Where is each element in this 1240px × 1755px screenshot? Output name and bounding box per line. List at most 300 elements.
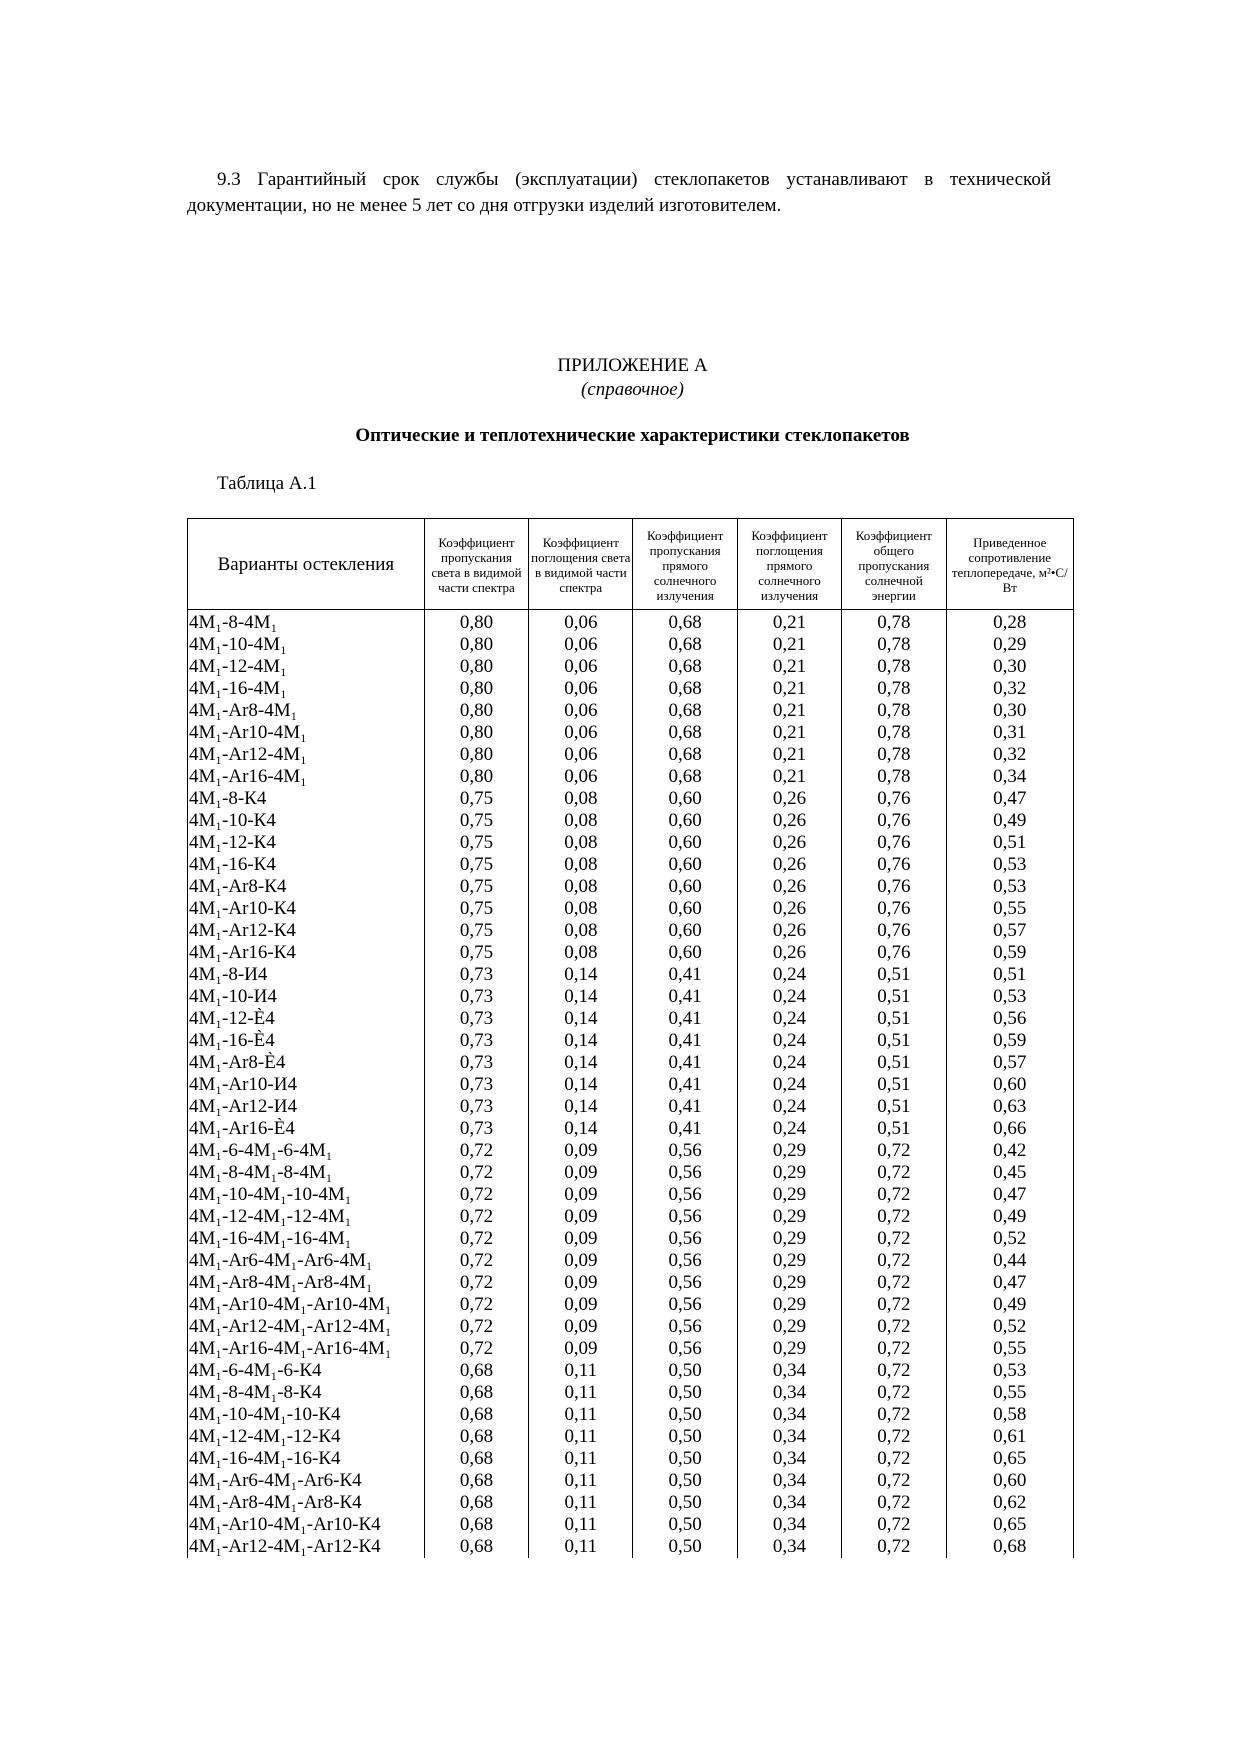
value-cell: 0,14 [529, 1008, 633, 1030]
value-cell: 0,72 [842, 1360, 946, 1382]
value-cell: 0,34 [737, 1360, 841, 1382]
table-row [188, 1338, 1074, 1360]
value-cell: 0,45 [946, 1162, 1073, 1184]
value-cell: 0,06 [529, 656, 633, 678]
table-row [188, 700, 1074, 722]
value-cell: 0,11 [529, 1514, 633, 1536]
value-cell: 0,30 [946, 656, 1073, 678]
value-cell: 0,72 [842, 1492, 946, 1514]
table-row [188, 854, 1074, 876]
value-cell: 0,29 [737, 1272, 841, 1294]
value-cell: 0,29 [737, 1250, 841, 1272]
glazing-variant-cell: 4М₁-10-К4 [188, 810, 425, 832]
value-cell: 0,72 [842, 1184, 946, 1206]
value-cell: 0,78 [842, 722, 946, 744]
value-cell: 0,29 [737, 1338, 841, 1360]
value-cell: 0,34 [737, 1404, 841, 1426]
value-cell: 0,42 [946, 1140, 1073, 1162]
table-row [188, 1382, 1074, 1404]
value-cell: 0,11 [529, 1448, 633, 1470]
column-header: Коэффициент поглощения прямого солнечного излучения [737, 519, 841, 610]
value-cell: 0,68 [633, 610, 737, 635]
value-cell: 0,75 [424, 920, 528, 942]
value-cell: 0,72 [424, 1250, 528, 1272]
value-cell: 0,06 [529, 722, 633, 744]
glazing-variant-cell: 4М₁-Ar12-К4 [188, 920, 425, 942]
table-row [188, 920, 1074, 942]
value-cell: 0,24 [737, 964, 841, 986]
value-cell: 0,21 [737, 700, 841, 722]
value-cell: 0,41 [633, 986, 737, 1008]
value-cell: 0,68 [633, 678, 737, 700]
value-cell: 0,72 [842, 1228, 946, 1250]
value-cell: 0,34 [737, 1536, 841, 1558]
value-cell: 0,68 [424, 1426, 528, 1448]
value-cell: 0,34 [737, 1426, 841, 1448]
value-cell: 0,08 [529, 876, 633, 898]
value-cell: 0,26 [737, 876, 841, 898]
value-cell: 0,06 [529, 744, 633, 766]
glazing-variant-cell: 4М₁-Ar10-4М₁-Ar10-4М₁ [188, 1294, 425, 1316]
value-cell: 0,75 [424, 854, 528, 876]
value-cell: 0,24 [737, 1052, 841, 1074]
value-cell: 0,21 [737, 766, 841, 788]
table-row [188, 832, 1074, 854]
value-cell: 0,56 [633, 1162, 737, 1184]
value-cell: 0,52 [946, 1316, 1073, 1338]
value-cell: 0,26 [737, 832, 841, 854]
table-row [188, 1206, 1074, 1228]
column-header: Коэффициент пропускания света в видимой части спектра [424, 519, 528, 610]
table-row [188, 876, 1074, 898]
value-cell: 0,72 [842, 1426, 946, 1448]
value-cell: 0,29 [737, 1162, 841, 1184]
value-cell: 0,29 [737, 1184, 841, 1206]
value-cell: 0,73 [424, 964, 528, 986]
value-cell: 0,68 [424, 1492, 528, 1514]
value-cell: 0,29 [737, 1140, 841, 1162]
value-cell: 0,11 [529, 1426, 633, 1448]
value-cell: 0,72 [842, 1448, 946, 1470]
table-row [188, 788, 1074, 810]
value-cell: 0,08 [529, 898, 633, 920]
value-cell: 0,24 [737, 1118, 841, 1140]
value-cell: 0,14 [529, 1030, 633, 1052]
value-cell: 0,06 [529, 700, 633, 722]
value-cell: 0,08 [529, 942, 633, 964]
value-cell: 0,56 [633, 1206, 737, 1228]
value-cell: 0,21 [737, 744, 841, 766]
table-body [188, 610, 1074, 1559]
value-cell: 0,56 [946, 1008, 1073, 1030]
value-cell: 0,52 [946, 1228, 1073, 1250]
glazing-variant-cell: 4М₁-Ar10-И4 [188, 1074, 425, 1096]
value-cell: 0,09 [529, 1316, 633, 1338]
column-header: Коэффициент поглощения света в видимой части спектра [529, 519, 633, 610]
table-row [188, 766, 1074, 788]
glazing-variant-cell: 4М₁-8-4М₁-8-4М₁ [188, 1162, 425, 1184]
table-row [188, 1030, 1074, 1052]
value-cell: 0,68 [424, 1536, 528, 1558]
value-cell: 0,41 [633, 1008, 737, 1030]
value-cell: 0,76 [842, 898, 946, 920]
value-cell: 0,11 [529, 1382, 633, 1404]
glazing-variant-cell: 4М₁-Ar12-И4 [188, 1096, 425, 1118]
value-cell: 0,75 [424, 898, 528, 920]
value-cell: 0,53 [946, 1360, 1073, 1382]
value-cell: 0,29 [737, 1294, 841, 1316]
value-cell: 0,34 [737, 1470, 841, 1492]
value-cell: 0,41 [633, 1096, 737, 1118]
value-cell: 0,50 [633, 1492, 737, 1514]
glazing-variant-cell: 4М₁-8-И4 [188, 964, 425, 986]
value-cell: 0,68 [946, 1536, 1073, 1558]
table-row [188, 1404, 1074, 1426]
column-header: Коэффициент пропускания прямого солнечного излучения [633, 519, 737, 610]
column-header: Приведенное сопротивление теплопередаче, м²•С/Вт [946, 519, 1073, 610]
value-cell: 0,72 [842, 1338, 946, 1360]
value-cell: 0,53 [946, 854, 1073, 876]
table-row [188, 1184, 1074, 1206]
value-cell: 0,72 [842, 1316, 946, 1338]
value-cell: 0,68 [424, 1382, 528, 1404]
value-cell: 0,75 [424, 810, 528, 832]
value-cell: 0,68 [633, 656, 737, 678]
value-cell: 0,75 [424, 942, 528, 964]
table-row [188, 898, 1074, 920]
value-cell: 0,47 [946, 1272, 1073, 1294]
table-row [188, 678, 1074, 700]
glazing-variant-cell: 4М₁-6-4М₁-6-4М₁ [188, 1140, 425, 1162]
glazing-variant-cell: 4М₁-Ar10-К4 [188, 898, 425, 920]
value-cell: 0,11 [529, 1536, 633, 1558]
glazing-variant-cell: 4М₁-10-4М₁-10-4М₁ [188, 1184, 425, 1206]
table-row [188, 744, 1074, 766]
value-cell: 0,31 [946, 722, 1073, 744]
value-cell: 0,75 [424, 788, 528, 810]
value-cell: 0,14 [529, 1074, 633, 1096]
glazing-variant-cell: 4М₁-Ar16-È4 [188, 1118, 425, 1140]
value-cell: 0,68 [633, 744, 737, 766]
value-cell: 0,60 [633, 854, 737, 876]
glazing-variant-cell: 4М₁-Ar12-4М₁ [188, 744, 425, 766]
value-cell: 0,80 [424, 610, 528, 635]
value-cell: 0,68 [633, 700, 737, 722]
value-cell: 0,75 [424, 832, 528, 854]
value-cell: 0,14 [529, 964, 633, 986]
value-cell: 0,06 [529, 678, 633, 700]
table-header-row [188, 519, 1074, 610]
value-cell: 0,56 [633, 1338, 737, 1360]
value-cell: 0,53 [946, 876, 1073, 898]
value-cell: 0,51 [842, 1030, 946, 1052]
value-cell: 0,30 [946, 700, 1073, 722]
value-cell: 0,62 [946, 1492, 1073, 1514]
column-header: Коэффициент общего пропускания солнечной энергии [842, 519, 946, 610]
glazing-variant-cell: 4М₁-Ar12-4М₁-Ar12-4М₁ [188, 1316, 425, 1338]
table-row [188, 1272, 1074, 1294]
value-cell: 0,55 [946, 1382, 1073, 1404]
value-cell: 0,60 [633, 942, 737, 964]
value-cell: 0,80 [424, 700, 528, 722]
value-cell: 0,11 [529, 1470, 633, 1492]
value-cell: 0,72 [424, 1228, 528, 1250]
value-cell: 0,76 [842, 810, 946, 832]
glazing-variant-cell: 4М₁-Ar10-4М₁-Ar10-К4 [188, 1514, 425, 1536]
value-cell: 0,26 [737, 788, 841, 810]
glazing-variant-cell: 4М₁-10-И4 [188, 986, 425, 1008]
value-cell: 0,68 [424, 1404, 528, 1426]
value-cell: 0,21 [737, 678, 841, 700]
value-cell: 0,72 [842, 1206, 946, 1228]
value-cell: 0,26 [737, 898, 841, 920]
value-cell: 0,11 [529, 1404, 633, 1426]
value-cell: 0,68 [633, 722, 737, 744]
value-cell: 0,80 [424, 766, 528, 788]
value-cell: 0,29 [737, 1316, 841, 1338]
value-cell: 0,56 [633, 1228, 737, 1250]
value-cell: 0,72 [842, 1140, 946, 1162]
value-cell: 0,51 [842, 1052, 946, 1074]
value-cell: 0,41 [633, 1074, 737, 1096]
value-cell: 0,09 [529, 1228, 633, 1250]
value-cell: 0,49 [946, 1206, 1073, 1228]
value-cell: 0,60 [633, 810, 737, 832]
glazing-variant-cell: 4М₁-8-К4 [188, 788, 425, 810]
table-row [188, 1052, 1074, 1074]
value-cell: 0,34 [737, 1382, 841, 1404]
value-cell: 0,24 [737, 1008, 841, 1030]
value-cell: 0,51 [842, 1118, 946, 1140]
characteristics-table [187, 518, 1074, 1558]
value-cell: 0,34 [737, 1448, 841, 1470]
value-cell: 0,21 [737, 656, 841, 678]
table-caption: Таблица А.1 [217, 473, 317, 494]
value-cell: 0,14 [529, 1118, 633, 1140]
value-cell: 0,06 [529, 610, 633, 635]
value-cell: 0,08 [529, 920, 633, 942]
value-cell: 0,34 [946, 766, 1073, 788]
value-cell: 0,50 [633, 1404, 737, 1426]
value-cell: 0,34 [737, 1514, 841, 1536]
value-cell: 0,08 [529, 854, 633, 876]
value-cell: 0,41 [633, 1030, 737, 1052]
value-cell: 0,73 [424, 1030, 528, 1052]
table-row [188, 1140, 1074, 1162]
value-cell: 0,50 [633, 1536, 737, 1558]
value-cell: 0,78 [842, 700, 946, 722]
glazing-variant-cell: 4М₁-8-4М₁ [188, 610, 425, 635]
table-row [188, 1250, 1074, 1272]
value-cell: 0,80 [424, 634, 528, 656]
table-row [188, 1008, 1074, 1030]
value-cell: 0,21 [737, 722, 841, 744]
glazing-variant-cell: 4М₁-Ar8-4М₁-Ar8-К4 [188, 1492, 425, 1514]
value-cell: 0,09 [529, 1272, 633, 1294]
glazing-variant-cell: 4М₁-16-4М₁-16-К4 [188, 1448, 425, 1470]
value-cell: 0,60 [633, 898, 737, 920]
value-cell: 0,32 [946, 678, 1073, 700]
value-cell: 0,68 [424, 1514, 528, 1536]
value-cell: 0,41 [633, 1052, 737, 1074]
value-cell: 0,57 [946, 1052, 1073, 1074]
value-cell: 0,60 [633, 920, 737, 942]
glazing-variant-cell: 4М₁-16-К4 [188, 854, 425, 876]
value-cell: 0,65 [946, 1514, 1073, 1536]
glazing-variant-cell: 4М₁-16-4М₁ [188, 678, 425, 700]
table-row [188, 1470, 1074, 1492]
value-cell: 0,09 [529, 1184, 633, 1206]
table-row [188, 1294, 1074, 1316]
table-row [188, 1118, 1074, 1140]
value-cell: 0,08 [529, 832, 633, 854]
column-header: Варианты остекления [188, 519, 425, 610]
glazing-variant-cell: 4М₁-12-4М₁-12-4М₁ [188, 1206, 425, 1228]
table-row [188, 1536, 1074, 1558]
table-row [188, 1426, 1074, 1448]
glazing-variant-cell: 4М₁-Ar16-К4 [188, 942, 425, 964]
value-cell: 0,56 [633, 1184, 737, 1206]
table-row [188, 1448, 1074, 1470]
value-cell: 0,80 [424, 744, 528, 766]
value-cell: 0,76 [842, 942, 946, 964]
value-cell: 0,44 [946, 1250, 1073, 1272]
table-row [188, 656, 1074, 678]
value-cell: 0,56 [633, 1294, 737, 1316]
value-cell: 0,28 [946, 610, 1073, 635]
table-row [188, 942, 1074, 964]
value-cell: 0,72 [424, 1206, 528, 1228]
table-row [188, 634, 1074, 656]
glazing-variant-cell: 4М₁-Ar6-4М₁-Ar6-4М₁ [188, 1250, 425, 1272]
paragraph-9-3: 9.3 Гарантийный срок службы (эксплуатации) стеклопакетов устанавливают в технической документации, но не менее 5 лет со дня отгрузки изделий изготовителем. [187, 169, 1051, 216]
value-cell: 0,80 [424, 678, 528, 700]
value-cell: 0,73 [424, 1118, 528, 1140]
value-cell: 0,29 [737, 1228, 841, 1250]
table-row [188, 1074, 1074, 1096]
glazing-variant-cell: 4М₁-6-4М₁-6-К4 [188, 1360, 425, 1382]
glazing-variant-cell: 4М₁-16-4М₁-16-4М₁ [188, 1228, 425, 1250]
value-cell: 0,49 [946, 810, 1073, 832]
value-cell: 0,60 [633, 788, 737, 810]
value-cell: 0,26 [737, 920, 841, 942]
glazing-variant-cell: 4М₁-Ar8-К4 [188, 876, 425, 898]
glazing-variant-cell: 4М₁-16-È4 [188, 1030, 425, 1052]
value-cell: 0,41 [633, 964, 737, 986]
value-cell: 0,57 [946, 920, 1073, 942]
glazing-variant-cell: 4М₁-Ar8-4М₁-Ar8-4М₁ [188, 1272, 425, 1294]
value-cell: 0,76 [842, 788, 946, 810]
value-cell: 0,72 [424, 1272, 528, 1294]
glazing-variant-cell: 4М₁-12-4М₁-12-К4 [188, 1426, 425, 1448]
glazing-variant-cell: 4М₁-Ar12-4М₁-Ar12-К4 [188, 1536, 425, 1558]
table-row [188, 1514, 1074, 1536]
value-cell: 0,14 [529, 1052, 633, 1074]
value-cell: 0,76 [842, 876, 946, 898]
table-row [188, 722, 1074, 744]
value-cell: 0,51 [946, 832, 1073, 854]
value-cell: 0,09 [529, 1250, 633, 1272]
value-cell: 0,06 [529, 766, 633, 788]
value-cell: 0,72 [424, 1294, 528, 1316]
value-cell: 0,58 [946, 1404, 1073, 1426]
value-cell: 0,73 [424, 1052, 528, 1074]
value-cell: 0,76 [842, 920, 946, 942]
value-cell: 0,14 [529, 986, 633, 1008]
value-cell: 0,73 [424, 986, 528, 1008]
value-cell: 0,50 [633, 1426, 737, 1448]
value-cell: 0,21 [737, 634, 841, 656]
value-cell: 0,09 [529, 1162, 633, 1184]
value-cell: 0,72 [842, 1536, 946, 1558]
value-cell: 0,11 [529, 1360, 633, 1382]
value-cell: 0,24 [737, 986, 841, 1008]
value-cell: 0,53 [946, 986, 1073, 1008]
table-row [188, 964, 1074, 986]
glazing-variant-cell: 4М₁-12-È4 [188, 1008, 425, 1030]
value-cell: 0,24 [737, 1030, 841, 1052]
value-cell: 0,24 [737, 1096, 841, 1118]
glazing-variant-cell: 4М₁-8-4М₁-8-К4 [188, 1382, 425, 1404]
table-row [188, 1360, 1074, 1382]
value-cell: 0,11 [529, 1492, 633, 1514]
value-cell: 0,49 [946, 1294, 1073, 1316]
value-cell: 0,56 [633, 1250, 737, 1272]
value-cell: 0,51 [842, 1008, 946, 1030]
value-cell: 0,68 [424, 1470, 528, 1492]
glazing-variant-cell: 4М₁-10-4М₁ [188, 634, 425, 656]
value-cell: 0,26 [737, 854, 841, 876]
value-cell: 0,50 [633, 1360, 737, 1382]
value-cell: 0,09 [529, 1206, 633, 1228]
value-cell: 0,72 [842, 1250, 946, 1272]
value-cell: 0,76 [842, 832, 946, 854]
value-cell: 0,56 [633, 1316, 737, 1338]
value-cell: 0,78 [842, 610, 946, 635]
value-cell: 0,09 [529, 1294, 633, 1316]
value-cell: 0,72 [842, 1404, 946, 1426]
value-cell: 0,76 [842, 854, 946, 876]
value-cell: 0,60 [946, 1074, 1073, 1096]
value-cell: 0,68 [424, 1360, 528, 1382]
value-cell: 0,80 [424, 722, 528, 744]
appendix-subtitle: (справочное) [580, 379, 684, 400]
value-cell: 0,60 [946, 1470, 1073, 1492]
value-cell: 0,78 [842, 634, 946, 656]
value-cell: 0,60 [633, 832, 737, 854]
value-cell: 0,73 [424, 1074, 528, 1096]
value-cell: 0,60 [633, 876, 737, 898]
value-cell: 0,59 [946, 942, 1073, 964]
table-row [188, 1316, 1074, 1338]
value-cell: 0,26 [737, 942, 841, 964]
value-cell: 0,29 [737, 1206, 841, 1228]
value-cell: 0,08 [529, 810, 633, 832]
value-cell: 0,72 [424, 1140, 528, 1162]
table-heading: Оптические и теплотехнические характеристики стеклопакетов [355, 425, 910, 446]
value-cell: 0,72 [842, 1294, 946, 1316]
value-cell: 0,78 [842, 744, 946, 766]
value-cell: 0,14 [529, 1096, 633, 1118]
value-cell: 0,51 [842, 1074, 946, 1096]
value-cell: 0,73 [424, 1008, 528, 1030]
value-cell: 0,41 [633, 1118, 737, 1140]
value-cell: 0,63 [946, 1096, 1073, 1118]
value-cell: 0,66 [946, 1118, 1073, 1140]
value-cell: 0,51 [946, 964, 1073, 986]
value-cell: 0,68 [424, 1448, 528, 1470]
value-cell: 0,26 [737, 810, 841, 832]
